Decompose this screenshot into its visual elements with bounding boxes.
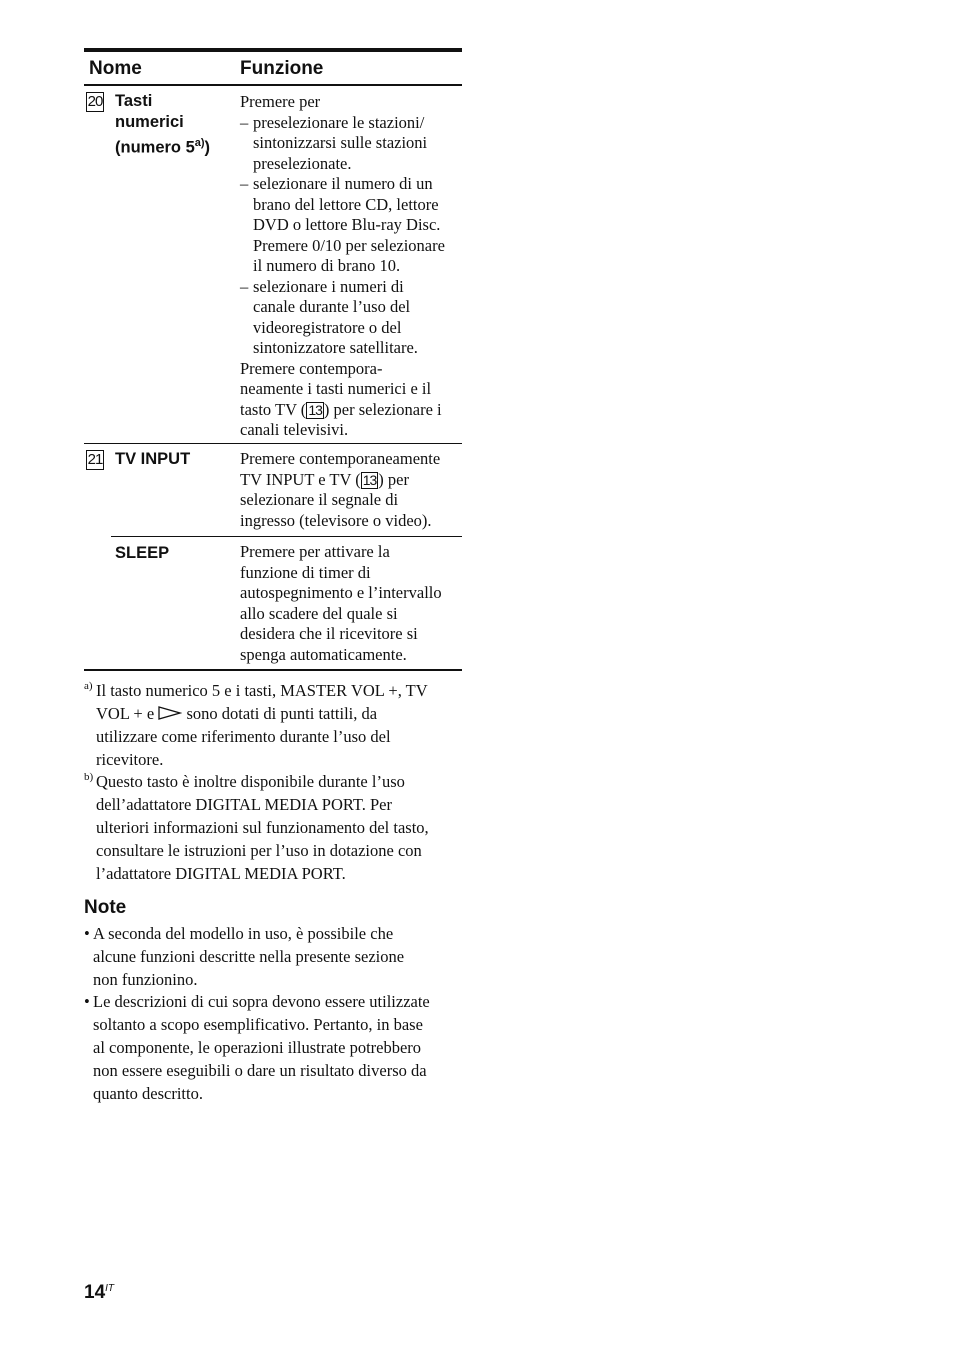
row-description: Premere per – preselezionare le stazioni/ sintonizzarsi sulle stazioni preselezionate. – selezionare il numero di un brano del lettore CD, lettore DVD o lettore Blu-ray Disc. Premere 0/10 per selezionare il numero di brano 10. – selezionare i numeri di canale durante l’uso del videoregistratore o del sintonizzatore satellitare. Premere contempora- neamente i tasti numerici e il tasto TV ( 13 ) per selezionare i canali televisivi. — [240, 92, 464, 441]
row-name: TV INPUT — [115, 450, 191, 468]
note-item: • A seconda del modello in uso, è possibile che alcune funzioni descritte nella presente sezione non funzionino. — [84, 924, 405, 989]
button-ref-badge: 13 — [308, 401, 322, 418]
table-row — [84, 537, 462, 671]
header-name: Nome — [89, 58, 142, 79]
note-heading: Note — [84, 897, 127, 918]
row-description: Premere contemporaneamente TV INPUT e TV ( 13 ) per selezionare il segnale di ingresso (televisore o video). — [240, 449, 441, 530]
list-item: – selezionare i numeri di canale durante l’uso del videoregistratore o del sintonizzatore satellitare. — [240, 277, 464, 359]
footnote-mark: b) — [84, 771, 94, 783]
header-function: Funzione — [240, 58, 324, 79]
page-number: $14^{IT}$ — [84, 1282, 115, 1303]
footnote-ref: a) — [194, 137, 205, 149]
play-triangle-icon — [158, 706, 182, 720]
table-row — [84, 444, 462, 537]
bullet: • — [84, 924, 90, 943]
row-number-badge: 20 — [87, 93, 103, 110]
function-table — [84, 48, 462, 671]
footnote-mark: a) — [84, 680, 93, 692]
list-item: – selezionare il numero di un brano del lettore CD, lettore DVD o lettore Blu-ray Disc. Premere 0/10 per selezionare il numero di brano 10. — [240, 174, 464, 277]
table-header — [84, 52, 462, 86]
row-number-badge: 21 — [87, 451, 103, 468]
table-row — [84, 86, 462, 444]
row-description: Premere per attivare la funzione di timer di autospegnimento e l’intervallo allo scadere del quale si desidera che il ricevitore si spenga automaticamente. — [240, 542, 442, 664]
row-name: SLEEP — [115, 544, 170, 562]
button-ref-badge: 13 — [362, 471, 377, 488]
footnote-a: a) Il tasto numerico 5 e i tasti, MASTER VOL +, TV VOL + e sono dotati di punti tattili, da utilizzare come riferimento durante l’uso del ricevitore. — [84, 679, 464, 771]
table-bottom-rule — [84, 669, 462, 671]
note-item: • Le descrizioni di cui sopra devono essere utilizzate soltanto a scopo esemplificativo. Pertanto, in base al componente, le operazioni illustrate potrebbero non essere eseguibili o dare un risultato diverso da quanto descritto. — [84, 992, 430, 1103]
list-item: – preselezionare le stazioni/ sintonizzarsi sulle stazioni preselezionate. — [240, 113, 464, 175]
row-name: Tasti numerici (numero 5$^{a)}$) — [115, 92, 211, 157]
page-language: IT — [105, 1283, 115, 1294]
footnote-b: b) Questo tasto è inoltre disponibile durante l’uso dell’adattatore DIGITAL MEDIA PORT. Per ulteriori informazioni sul funzionamento del tasto, consultare le istruzioni per l’uso in dotazione con l’adattatore DIGITAL MEDIA PORT. — [84, 770, 464, 885]
bullet: • — [84, 992, 90, 1011]
